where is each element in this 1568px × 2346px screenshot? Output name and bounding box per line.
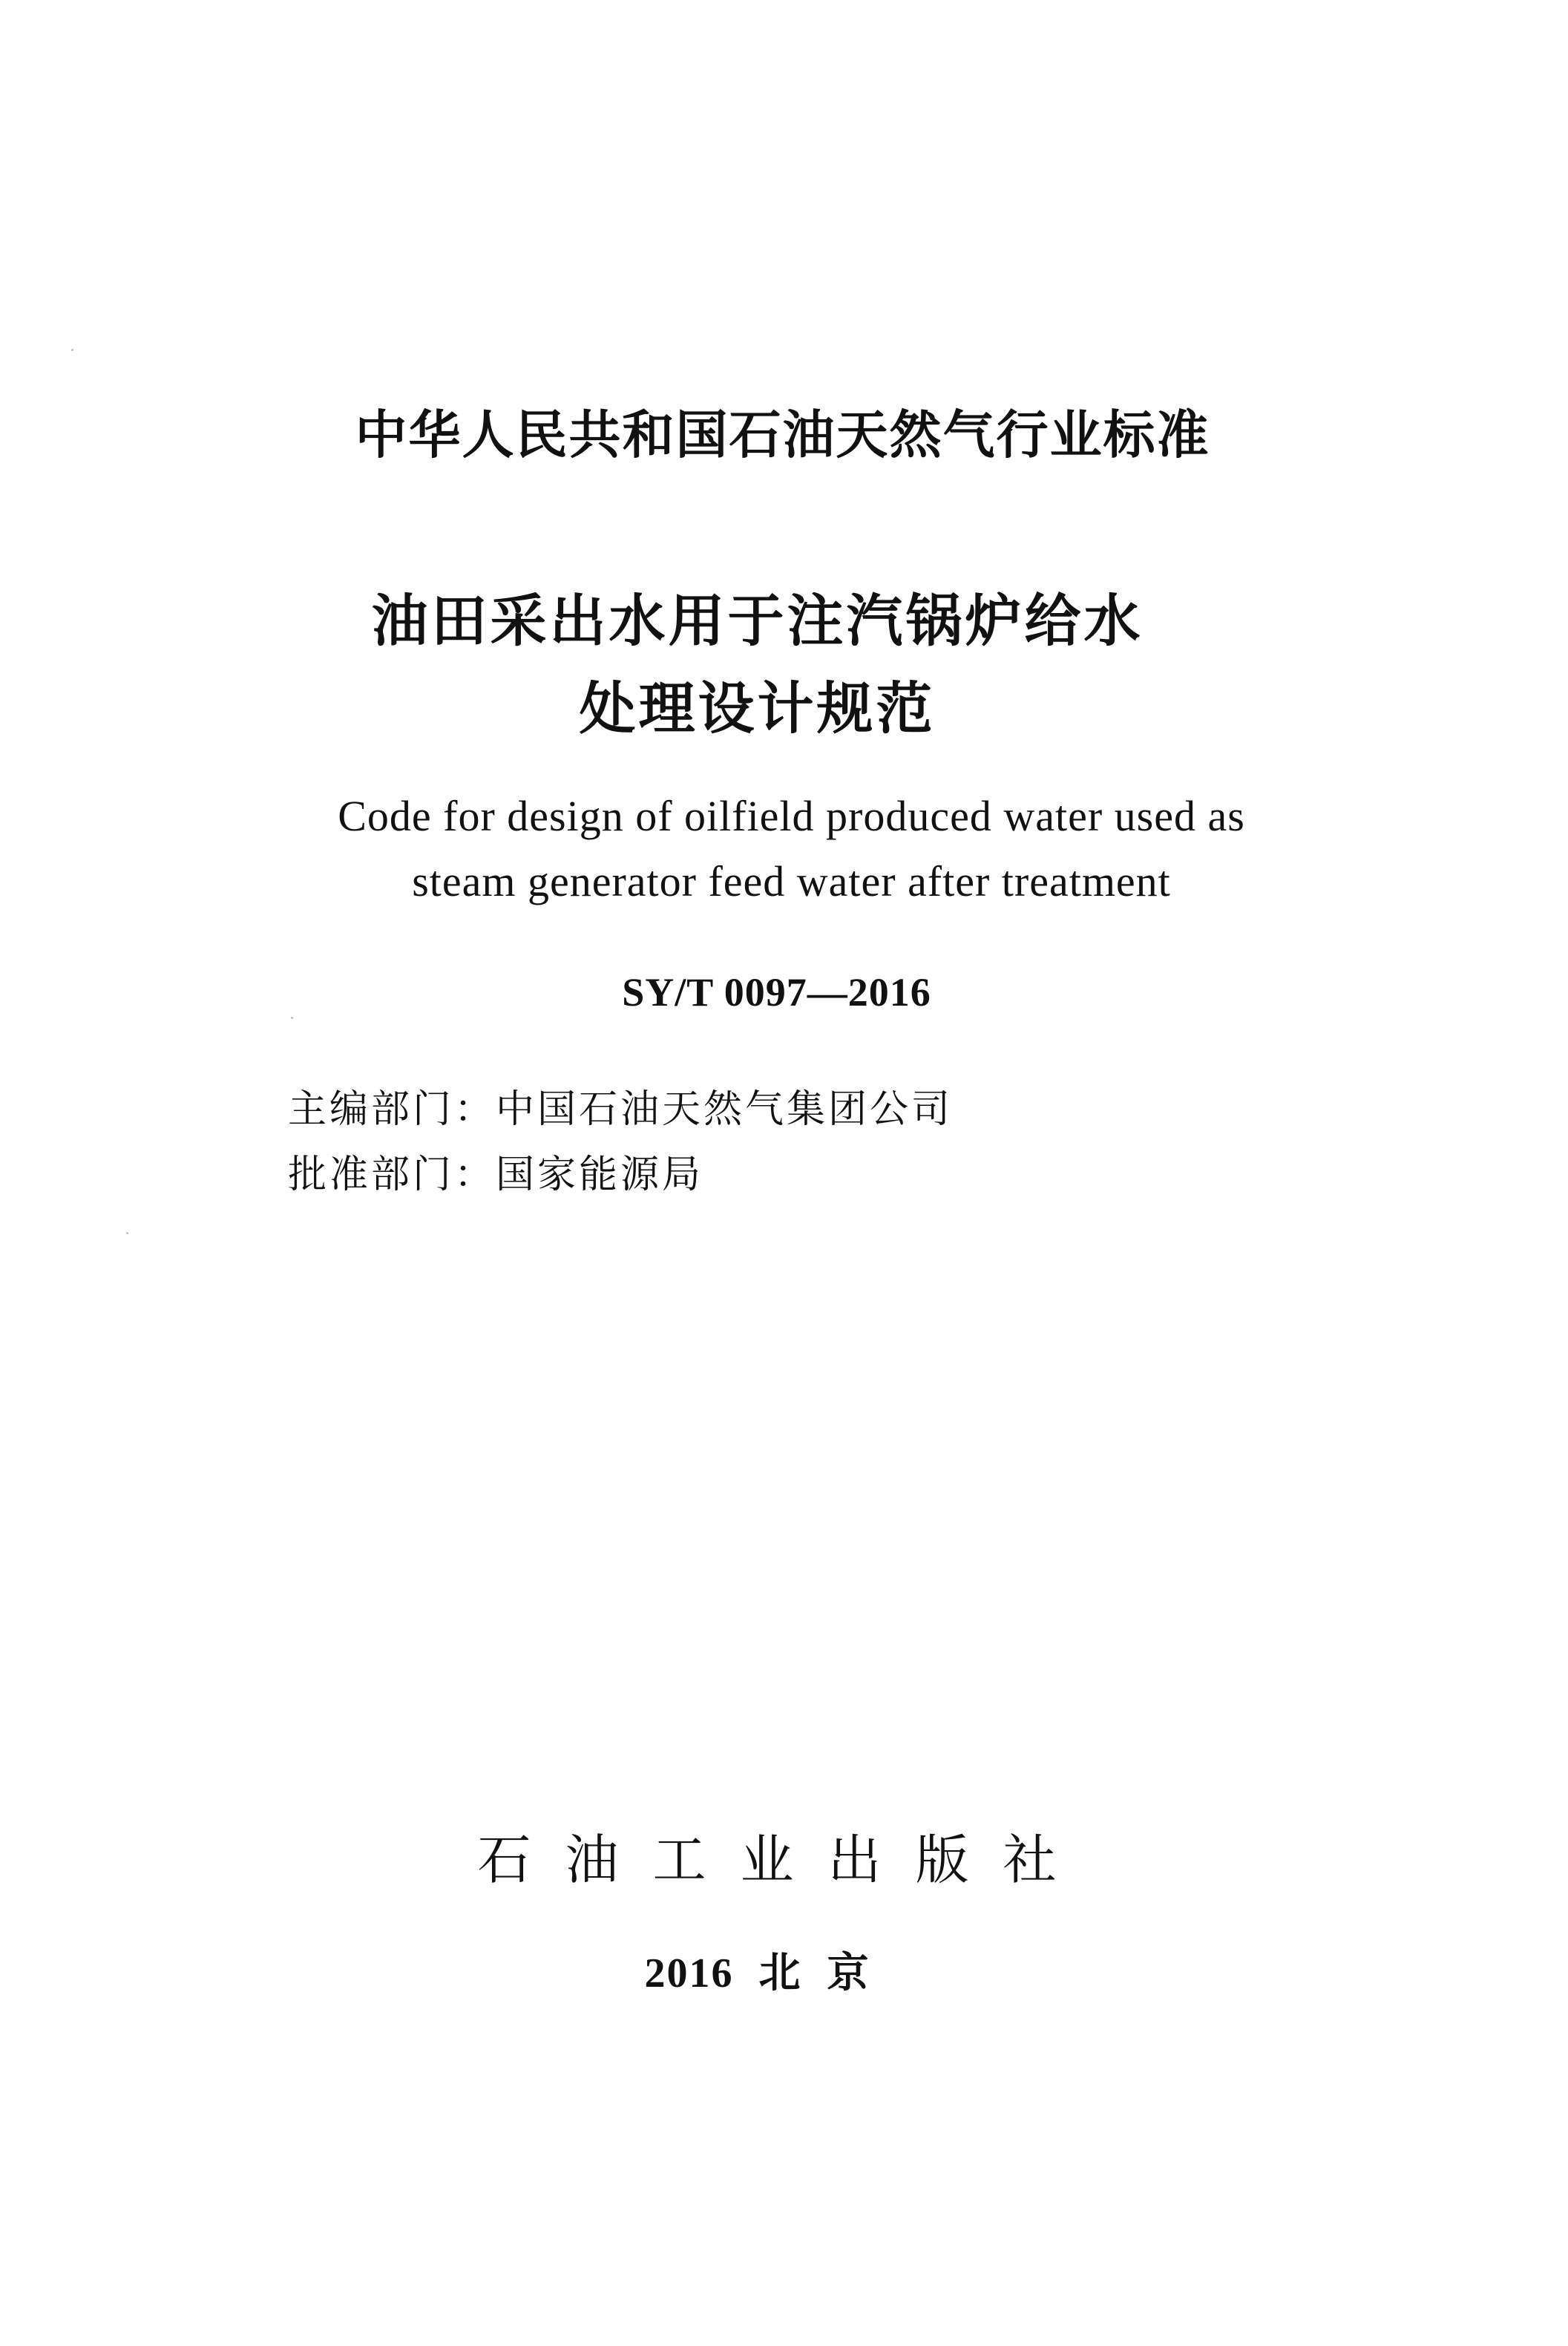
publisher-name: 石油工业出版社 [477,1829,1091,1891]
approval-department: 批准部门：国家能源局 [288,1153,704,1197]
english-title-line-2: steam generator feed water after treatment [412,857,1171,905]
document-title-line-1: 油田采出水用于注汽锅炉给水 [371,588,1144,654]
document-title-line-2: 处理设计规范 [579,675,936,741]
english-title-line-1: Code for design of oilfield produced water used as [338,792,1245,840]
publication-year-place: 2016 北 京 [644,1950,870,1996]
standard-series-heading: 中华人民共和国石油天然气行业标准 [355,404,1210,465]
scan-speck [291,1017,293,1019]
standard-code: SY/T 0097—2016 [622,970,931,1015]
scan-speck [71,349,73,351]
editor-department: 主编部门：中国石油天然气集团公司 [288,1087,954,1132]
scan-speck [126,1232,128,1234]
